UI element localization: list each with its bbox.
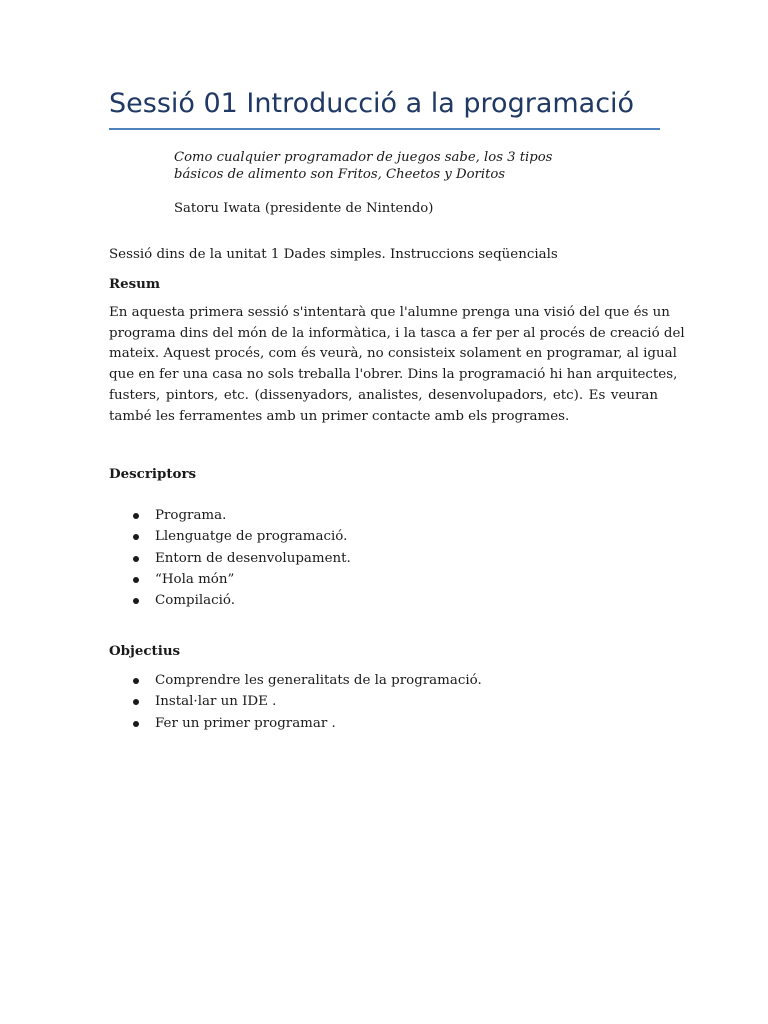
bullet-icon [133, 598, 139, 604]
bullet-icon [133, 721, 139, 727]
list-item [109, 691, 482, 712]
bullet-icon [133, 556, 139, 562]
summary-heading: Resum [109, 276, 161, 292]
list-item [109, 713, 482, 734]
bullet-icon [133, 699, 139, 705]
list-item-label: Fer un primer programar . [155, 715, 336, 731]
list-item [109, 505, 351, 526]
bullet-icon [133, 577, 139, 583]
epigraph-quote [174, 149, 594, 183]
list-item-label: Entorn de desenvolupament. [155, 550, 351, 566]
quote-line: básicos de alimento son Fritos, Cheetos y Doritos [174, 167, 506, 182]
summary-line: fusters, pintors, etc. (dissenyadors, analistes, desenvolupadors, etc). Es veuran [109, 387, 658, 403]
title-underline [109, 128, 660, 130]
list-item [109, 548, 351, 569]
list-item [109, 569, 351, 590]
summary-line: també les ferramentes amb un primer contacte amb els programes. [109, 408, 570, 424]
bullet-icon [133, 513, 139, 519]
objectives-heading: Objectius [109, 643, 181, 659]
list-item-label: Programa. [155, 508, 227, 523]
summary-line: mateix. Aquest procés, com és veurà, no consisteix solament en programar, al igual [109, 346, 677, 362]
summary-line: programa dins del món de la informàtica, i la tasca a fer per al procés de creació del [109, 325, 685, 341]
descriptors-list [109, 505, 351, 611]
quote-author: Satoru Iwata (presidente de Nintendo) [174, 201, 434, 216]
session-context: Sessió dins de la unitat 1 Dades simples. Instruccions seqüencials [109, 247, 558, 262]
objectives-list [109, 670, 482, 734]
list-item-label: Comprendre les generalitats de la programació. [155, 673, 482, 688]
page-title: Sessió 01 Introducció a la programació [109, 88, 635, 119]
list-item-label: “Hola món” [155, 571, 235, 587]
summary-line: En aquesta primera sessió s'intentarà que l'alumne prenga una visió del que és un [109, 305, 670, 320]
bullet-icon [133, 534, 139, 540]
descriptors-heading: Descriptors [109, 466, 197, 482]
summary-paragraph [109, 303, 685, 427]
summary-line: que en fer una casa no sols treballa l'obrer. Dins la programació hi han arquitectes, [109, 367, 678, 383]
list-item-label: Compilació. [155, 593, 235, 609]
quote-line: Como cualquier programador de juegos sabe, los 3 tipos [174, 150, 553, 165]
list-item-label: Instal·lar un IDE . [155, 694, 277, 710]
bullet-icon [133, 678, 139, 684]
list-item-label: Llenguatge de programació. [155, 529, 348, 545]
list-item [109, 526, 351, 547]
list-item [109, 670, 482, 691]
list-item [109, 590, 351, 611]
